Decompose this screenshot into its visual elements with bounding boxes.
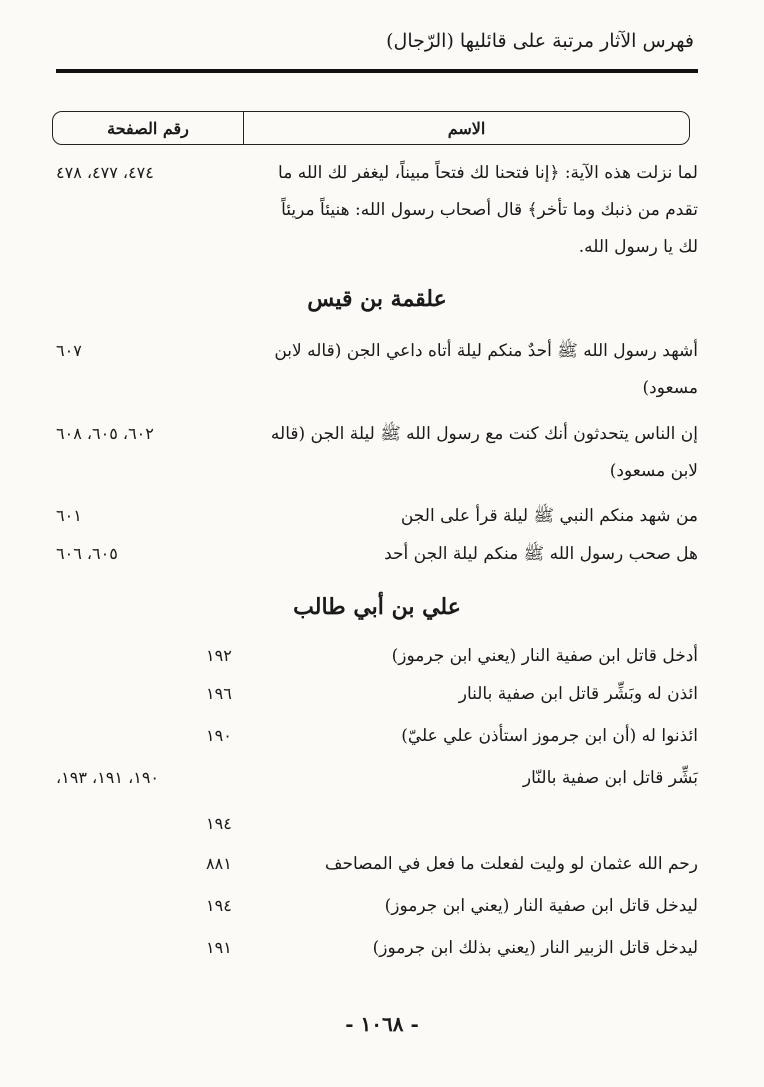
column-header <box>52 111 690 145</box>
entry-text: رحم الله عثمان لو وليت لفعلت ما فعل في المصاحف <box>324 854 698 874</box>
entry-text: هل صحب رسول الله ﷺ منكم ليلة الجن أحد <box>384 544 698 564</box>
entry-text: ائذن له وبَشِّر قاتل ابن صفية بالنار <box>458 684 698 704</box>
entry-pages: ١٩٢ <box>206 646 232 665</box>
entry-pages: ١٩٦ <box>206 684 232 703</box>
entry-pages: ٦٠٧ <box>56 341 82 360</box>
entry-pages: ١٩٠، ١٩١، ١٩٣، <box>56 768 160 787</box>
entry-pages: ٦٠١ <box>56 506 82 525</box>
entry-text: أدخل قاتل ابن صفية النار (يعني ابن جرموز) <box>391 646 698 666</box>
entry-continuation: لك يا رسول الله. <box>578 237 698 257</box>
entry-pages: ٨٨١ <box>206 854 232 873</box>
entry-text: لما نزلت هذه الآية: ﴿إنا فتحنا لك فتحاً مبيناً، ليغفر لك الله ما <box>278 163 698 183</box>
entry-text: ليدخل قاتل الزبير النار (يعني بذلك ابن جرموز) <box>372 938 698 958</box>
entry-text: إن الناس يتحدثون أنك كنت مع رسول الله ﷺ ليلة الجن (قاله <box>270 424 698 444</box>
column-page-header: رقم الصفحة <box>107 118 189 138</box>
entry-pages: ٦٠٥، ٦٠٦ <box>56 544 118 563</box>
entry-pages: ١٩٤ <box>206 896 232 915</box>
entry-pages: ١٩٠ <box>206 726 232 745</box>
entry-text: ائذنوا له (أن ابن جرموز استأذن علي عليّ) <box>401 726 698 746</box>
entry-text: بَشِّر قاتل ابن صفية بالنّار <box>522 768 698 788</box>
entry-continuation: لابن مسعود) <box>609 461 698 481</box>
running-head: فهرس الآثار مرتبة على قائليها (الرّجال) <box>386 30 694 52</box>
entry-pages: ٤٧٤، ٤٧٧، ٤٧٨ <box>56 163 154 182</box>
header-rule <box>56 69 698 73</box>
entry-pages: ١٩٤ <box>206 814 232 833</box>
entry-text: ليدخل قاتل ابن صفية النار (يعني ابن جرموز) <box>384 896 698 916</box>
entry-continuation: مسعود) <box>642 378 698 398</box>
entry-text: أشهد رسول الله ﷺ أحدٌ منكم ليلة أتاه داعي الجن (قاله لابن <box>274 341 698 361</box>
entry-text: من شهد منكم النبي ﷺ ليلة قرأ على الجن <box>400 506 698 526</box>
entry-continuation: تقدم من ذنبك وما تأخر﴾ قال أصحاب رسول الله: هنيئاً مريئاً <box>281 200 698 220</box>
entry-pages: ١٩١ <box>206 938 232 957</box>
column-name-header: الاسم <box>243 112 689 144</box>
section-title: علقمة بن قيس <box>307 286 447 312</box>
page-number: - ١٠٦٨ - <box>345 1012 419 1036</box>
entry-pages: ٦٠٢، ٦٠٥، ٦٠٨ <box>56 424 154 443</box>
section-title: علي بن أبي طالب <box>293 594 461 620</box>
